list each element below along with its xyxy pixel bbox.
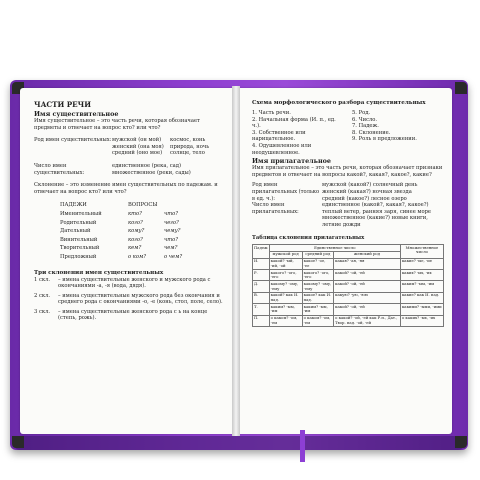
case-row: Предложный о ком? о чем? — [60, 253, 183, 260]
list-item: 9. Роль в предложении. — [352, 136, 417, 143]
list-item: 1 скл. – имена существительные женского и мужского рода с окончаниями -а, -я (вода, дядя). — [34, 276, 211, 290]
cases-table — [60, 201, 226, 261]
list-item: 4. Одушевленное или неодушевленное. — [252, 142, 312, 156]
table-row: И. какой? -ый, -ий, -ой какое? -ое, -ее какая? -ая, -яя какие? -ые, -ие — [253, 258, 444, 269]
adj-number-block — [252, 202, 444, 228]
gender-examples: космос, конь природа, ночь солнце, тело — [170, 137, 210, 157]
section-heading: Схема морфологического разбора существительных — [252, 100, 426, 106]
list-item: 7. Падеж. — [352, 123, 379, 130]
bookmark-ribbon[interactable] — [300, 430, 305, 462]
case-row: Творительный кем? чем? — [60, 245, 178, 252]
adj-number-label: Число имен прилагательных: — [252, 202, 299, 215]
list-item: 8. Склонение. — [352, 129, 391, 136]
adjective-declension-table — [252, 244, 444, 327]
definition: Имя прилагательное – это часть речи, которая обозначает признаки предметов и отвечает на вопросы какой?, какая?, какое?, какие? — [252, 165, 443, 178]
list-item: 1. Часть речи. — [252, 110, 291, 116]
table-row: Д. какому? -ому, -ему какому? -ому, -ему какой? -ой, -ей каким? -ым, -им — [253, 281, 444, 292]
list-item: 6. Число. — [352, 116, 378, 123]
corner-protector — [455, 82, 467, 94]
page-title: ЧАСТИ РЕЧИ — [34, 100, 92, 109]
gender-forms: мужской (он мой) женский (она моя) средний (оно мое) — [112, 137, 164, 157]
adj-gender-block — [252, 182, 444, 202]
gender-label: Род имен существительных: — [34, 137, 112, 144]
list-item: 3 скл. – имена существительные женского рода с ь на конце (степь, рожь). — [34, 308, 208, 322]
case-row: Родительный кого? чего? — [60, 219, 179, 226]
declension-list — [34, 277, 226, 323]
declension-definition: Склонение – это изменение имен существительных по падежам. и отвечает на вопрос кто? или что? — [34, 182, 218, 195]
cover-edge — [14, 436, 464, 450]
table-caption: Таблица склонения прилагательных — [252, 234, 365, 241]
adj-gender-forms: мужской (какой?) солнечный день женский (какая?) ночная звезда средний (какое?) лесное озеро — [322, 182, 418, 202]
case-row: Винительный кого? что? — [60, 236, 179, 243]
table-subheader-row: мужской род средний род женский род — [253, 251, 444, 258]
case-row: Дательный кому? чему? — [60, 228, 181, 235]
section-heading: Имя существительное — [34, 110, 119, 118]
section-heading: Имя прилагательное — [252, 157, 331, 166]
list-item: 2 скл. – имена существительные мужского рода без окончания и среднего рода с окончаниями -о, -е (конь, стол, поле, село). — [34, 292, 223, 306]
number-label: Число имен существительных: — [34, 162, 85, 176]
table-row: В. какой? как И. пад. какое? как И. пад. какую? -ую, -юю какие? как И. пад. — [253, 292, 444, 303]
case-row: Именительный кто? что? — [60, 210, 179, 217]
adj-number-forms: единственное (какой?, какая?, какое?) теплый ветер, ранняя заря, синее море множественное (какие?) новые книги, летние дожди — [322, 202, 431, 228]
corner-protector — [455, 436, 467, 448]
section-heading: Три склонения имен существительных — [34, 269, 164, 276]
cases-header: ПАДЕЖИ ВОПРОСЫ — [60, 202, 158, 209]
adj-gender-label: Род имен прилагательных (только в ед. ч.): — [252, 182, 320, 202]
binding-spine — [232, 86, 240, 436]
gender-block — [34, 137, 226, 157]
definition: Имя существительное – это часть речи, которая обозначает предметы и отвечает на вопрос кто? или что? — [34, 118, 200, 131]
right-page-content — [252, 100, 444, 327]
corner-protector — [12, 436, 24, 448]
table-row: Т. каким? -ым, -им каким? -ым, -им какой? -ой, -ей какими? -ыми, -ими — [254, 303, 442, 314]
list-item: 5. Род. — [352, 110, 371, 116]
list-item: 3. Собственное или нарицательное. — [252, 129, 306, 143]
number-forms: единственное (река, сад) множественное (реки, сады) — [112, 162, 191, 176]
list-item: 2. Начальная форма (И. п., ед. ч.). — [252, 116, 336, 130]
table-row: П. о каком? -ом, -ем о каком? -ом, -ем о какой? -ой, -ей как Р.п., Дат., Твор. пад. -ой, -ей о каких? -ых, -их — [253, 315, 444, 326]
morph-list — [252, 110, 444, 156]
table-row: Р. какого? -ого, -его какого? -ого, -его какой? -ой, -ей каких? -ых, -их — [253, 270, 444, 281]
left-page-content — [34, 100, 226, 325]
number-block — [34, 163, 226, 176]
table-header-row: Падеж Единственное число Множественное число — [253, 245, 444, 252]
